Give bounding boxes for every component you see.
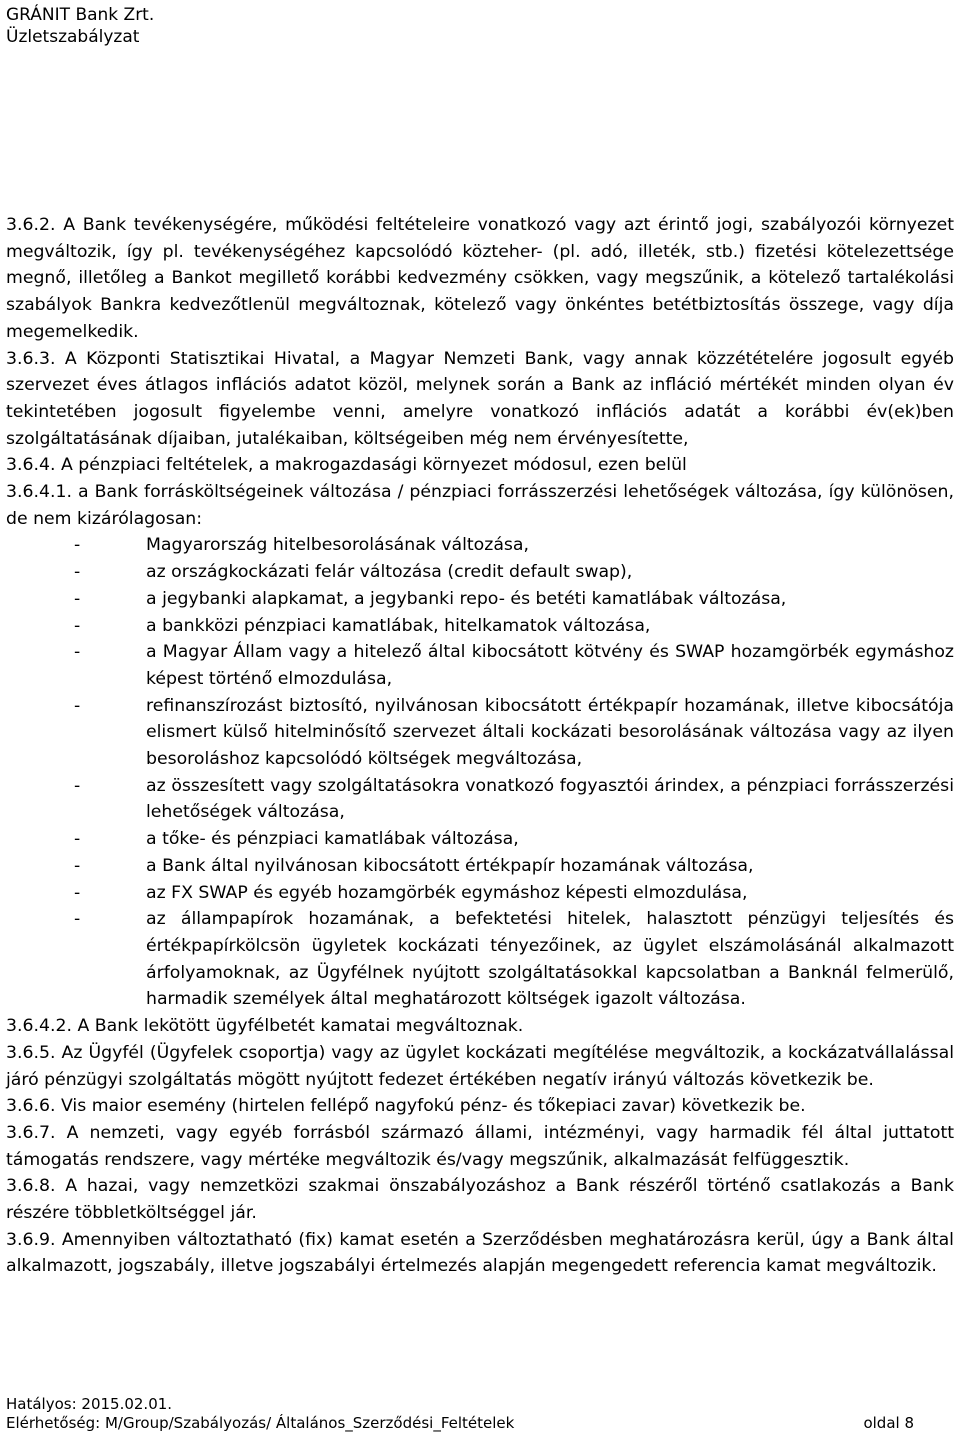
dash-bullet: - [74,615,81,636]
dash-bullet: - [74,909,81,930]
section-3-6-4-2: 3.6.4.2. A Bank lekötött ügyfélbetét kamatai megváltoznak. [6,1016,524,1037]
list-item [6,773,954,826]
list-item-text: az összesített vagy szolgáltatásokra vonatkozó fogyasztói árindex, a pénzpiaci forrásszerzési lehetőségek változása, [146,775,954,823]
document-page [6,0,954,1435]
page-footer [6,1395,954,1433]
section-3-6-9: 3.6.9. Amennyiben változtatható (fix) kamat esetén a Szerződésben meghatározásra kerül, úgy a Bank által alkalmazott, jogszabály, illetve jogszabályi értelmezés alapján megengedett referencia kamat megváltozik. [6,1229,954,1277]
footer-row [6,1414,954,1433]
dash-bullet: - [74,642,81,663]
section-3-6-5: 3.6.5. Az Ügyfél (Ügyfelek csoportja) vagy az ügylet kockázati megítélése megváltozik, a kockázatvállalással járó pénzügyi szolgáltatás mögött nyújtott fedezet értékében negatív irányú változás következik be. [6,1042,954,1090]
list-item-text: az állampapírok hozamának, a befektetési hitelek, halasztott pénzügyi teljesítés és értékpapírkölcsön ügyletek kockázati tényezőinek, az ügylet elszámolásánál alkalmazott árfolyamoknak, az Ügyfélnek nyújtott szolgáltatásokkal kapcsolatban a Banknál felmerülő, harmadik személyek által meghatározott költségek igazolt változása. [146,909,954,1010]
factor-list [6,532,954,1013]
list-item-text: a Magyar Állam vagy a hitelező által kibocsátott kötvény és SWAP hozamgörbék egymáshoz képest történő elmozdulása, [146,642,954,689]
list-item-text: az FX SWAP és egyéb hozamgörbék egymáshoz képesti elmozdulása, [146,882,748,903]
section-3-6-4: 3.6.4. A pénzpiaci feltételek, a makrogazdasági környezet módosul, ezen belül [6,455,687,476]
page-number: oldal 8 [863,1414,914,1432]
section-3-6-3: 3.6.3. A Központi Statisztikai Hivatal, a Magyar Nemzeti Bank, vagy annak közzétételére jogosult egyéb szervezet éves átlagos inflációs adatot közöl, melynek során a Bank az infláció mértékét minden olyan év tekintetében jogosult figyelembe venni, amelyre vonatkozó inflációs adatát a korábbi év(ek)ben szolgáltatásának díjaiban, jutalékaiban, költségeiben még nem érvényesítette, [6,348,954,449]
document-title: Üzletszabályzat [6,27,140,47]
dash-bullet: - [74,562,81,583]
list-item-text: a Bank által nyilvánosan kibocsátott értékpapír hozamának változása, [146,855,754,876]
section-3-6-2: 3.6.2. A Bank tevékenységére, működési feltételeire vonatkozó vagy azt érintő jogi, szabályozói környezet megváltozik, így pl. tevékenységéhez kapcsolódó közteher- (pl. adó, illeték, stb.) fizetési kötelezettsége megnő, illetőleg a Bankot megillető korábbi kedvezmény csökken, vagy megszűnik, a kötelező tartalékolási szabályok Bankra kedvezőtlenül megváltoznak, kötelező vagy önkéntes betétbiztosítás összege, vagy díja megemelkedik. [6,215,954,342]
dash-bullet: - [74,855,81,876]
page-header [6,4,154,48]
list-item [6,880,954,907]
section-3-6-6: 3.6.6. Vis maior esemény (hirtelen fellépő nagyfokú pénz- és tőkepiaci zavar) következik be. [6,1096,806,1117]
list-item [6,693,954,773]
list-item-text: a bankközi pénzpiaci kamatlábak, hitelkamatok változása, [146,615,651,636]
dash-bullet: - [74,535,81,556]
list-item-text: a jegybanki alapkamat, a jegybanki repo- és betéti kamatlábak változása, [146,588,787,609]
effective-date: Hatályos: 2015.02.01. [6,1395,173,1413]
list-item [6,613,954,640]
document-body [6,212,954,1280]
dash-bullet: - [74,695,81,716]
list-item-text: Magyarország hitelbesorolásának változása, [146,535,529,556]
dash-bullet: - [74,829,81,850]
list-item [6,826,954,853]
list-item [6,639,954,692]
list-item [6,559,954,586]
section-3-6-4-1: 3.6.4.1. a Bank forrásköltségeinek változása / pénzpiaci forrásszerzési lehetőségek változása, így különösen, de nem kizárólagosan: [6,482,954,529]
list-item [6,906,954,1013]
list-item [6,853,954,880]
document-location: Elérhetőség: M/Group/Szabályozás/ Általános_Szerződési_Feltételek [6,1414,515,1432]
dash-bullet: - [74,775,81,796]
dash-bullet: - [74,588,81,609]
list-item [6,532,954,559]
section-3-6-7: 3.6.7. A nemzeti, vagy egyéb forrásból származó állami, intézményi, vagy harmadik fél által juttatott támogatás rendszere, vagy mértéke megváltozik és/vagy megszűnik, alkalmazását felfüggesztik. [6,1122,954,1170]
dash-bullet: - [74,882,81,903]
list-item-text: refinanszírozást biztosító, nyilvánosan kibocsátott értékpapír hozamának, illetve kibocsátója elismert külső hitelminősítő szervezet általi kockázati besorolásának változása vagy az ilyen besoroláshoz kapcsolódó költségek megváltozása, [146,695,954,770]
company-name: GRÁNIT Bank Zrt. [6,5,155,25]
list-item-text: a tőke- és pénzpiaci kamatlábak változása, [146,829,519,850]
list-item-text: az országkockázati felár változása (credit default swap), [146,562,633,583]
list-item [6,586,954,613]
section-3-6-8: 3.6.8. A hazai, vagy nemzetközi szakmai önszabályozáshoz a Bank részéről történő csatlakozás a Bank részére többletköltséggel jár. [6,1176,954,1224]
